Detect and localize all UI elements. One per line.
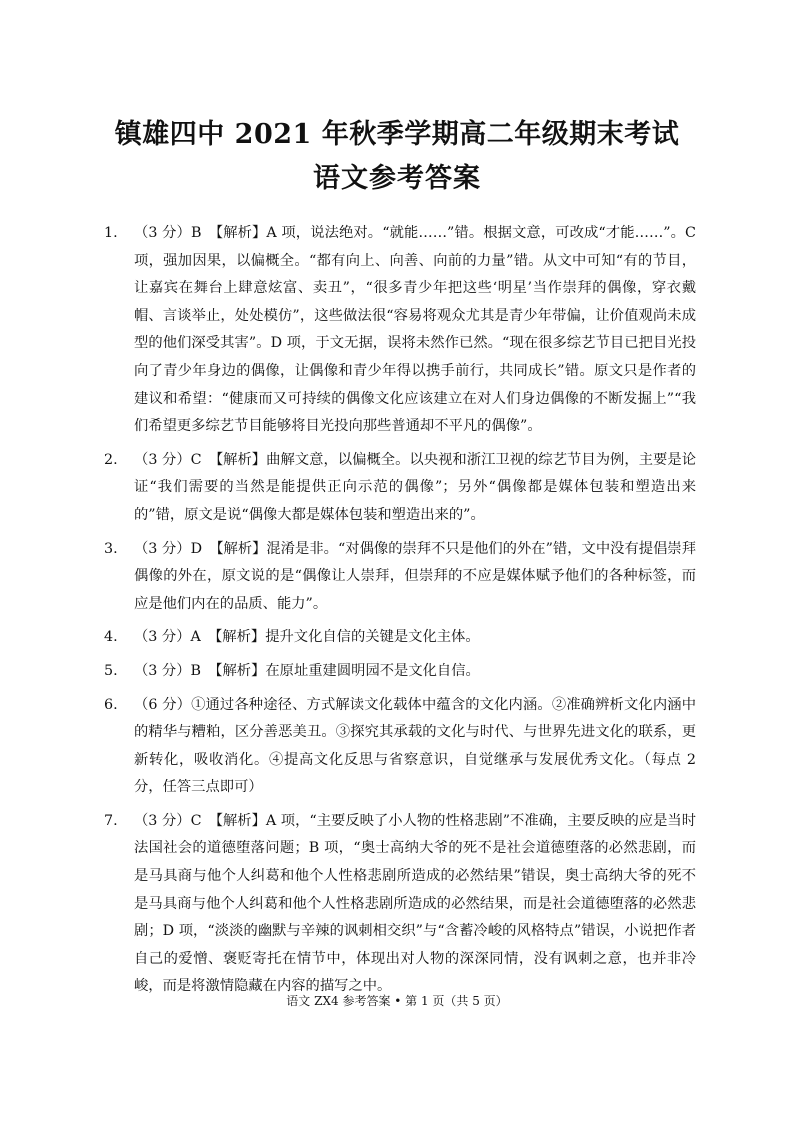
answer-text: （3 分）B 【解析】A 项，说法绝对。“就能……”错。根据文意，可改成“才能……”。C 项，强加因果，以偏概全。“都有向上、向善、向前的力量”错。从文中可知“有的节目，让嘉宾在舞台上肆意炫富、卖丑”，“很多青少年把这些‘明星’当作崇拜的偶像，穿衣戴帽、言谈举止，处处模仿”，这些做法很“容易将观众尤其是青少年带偏，让价值观尚未成型的他们深受其害”。D 项，于文无据，误将未然作已然。“现在很多综艺节目已把目光投向了青少年身边的偶像，让偶像和青少年得以携手前行，共同成长”错。原文只是作者的建议和希望：“健康而又可持续的偶像文化应该建立在对人们身边偶像的不断发掘上”“我们希望更多综艺节目能够将目光投向那些普通却不平凡的偶像”。 — [134, 225, 696, 435]
answer-item-4 — [104, 624, 696, 652]
answer-item-3 — [104, 536, 696, 619]
document-title: 镇雄四中 2021 年秋季学期高二年级期末考试 — [114, 119, 680, 150]
answer-number: 2. — [104, 451, 118, 468]
answer-item-7 — [104, 808, 696, 1001]
document-subtitle: 语文参考答案 — [313, 163, 481, 194]
answer-text: （6 分）①通过各种途径、方式解读文化载体中蕴含的文化内涵。②准确辨析文化内涵中的精华与糟粕，区分善恶美丑。③探究其承载的文化与时代、与世界先进文化的联系，更新转化，吸收消化。④提高文化反思与省察意识，自觉继承与发展优秀文化。（每点 2 分，任答三点即可） — [134, 696, 696, 796]
answer-number: 4. — [104, 629, 118, 646]
answer-text: （3 分）D 【解析】混淆是非。“对偶像的崇拜不只是他们的外在”错，文中没有提倡崇拜偶像的外在，原文说的是“偶像让人崇拜，但崇拜的不应是媒体赋予他们的各种标签，而应是他们内在的品质、能力”。 — [134, 540, 696, 612]
answer-text: （3 分）C 【解析】A 项，“主要反映了小人物的性格悲剧”不准确，主要反映的应是当时法国社会的道德堕落问题；B 项，“奥士高纳大爷的死不是社会道德堕落的必然悲剧，而是马具商与他个人纠葛和他个人性格悲剧所造成的必然结果”错误，奥士高纳大爷的死不是马具商与他个人纠葛和他个人性格悲剧所造成的必然结果，而是社会道德堕落的必然悲剧；D 项，“淡淡的幽默与辛辣的讽刺相交织”与“含蓄冷峻的风格特点”错误，小说把作者自己的爱憎、褒贬寄托在情节中，体现出对人物的深深同情，没有讽刺之意，也并非冷峻，而是将激情隐藏在内容的描写之中。 — [134, 812, 696, 995]
answer-number: 6. — [104, 696, 118, 713]
answer-text: （3 分）A 【解析】提升文化自信的关键是文化主体。 — [134, 629, 480, 646]
answer-item-5 — [104, 658, 696, 686]
answer-text: （3 分）B 【解析】在原址重建圆明园不是文化自信。 — [134, 662, 480, 679]
answer-item-2 — [104, 447, 696, 530]
answer-number: 5. — [104, 662, 118, 679]
answer-number: 1. — [104, 225, 118, 241]
answer-number: 3. — [104, 540, 118, 557]
answer-number: 7. — [104, 812, 118, 829]
page-footer: 语文 ZX4 参考答案 • 第 1 页（共 5 页） — [286, 994, 508, 1008]
answer-list — [104, 220, 696, 1007]
answer-item-6 — [104, 692, 696, 802]
answer-item-1 — [104, 220, 696, 441]
answer-text: （3 分）C 【解析】曲解文意，以偏概全。以央视和浙江卫视的综艺节目为例，主要是论证“我们需要的当然是能提供正向示范的偶像”；另外“偶像都是媒体包装和塑造出来的”错，原文是说“偶像大都是媒体包装和塑造出来的”。 — [134, 451, 696, 523]
